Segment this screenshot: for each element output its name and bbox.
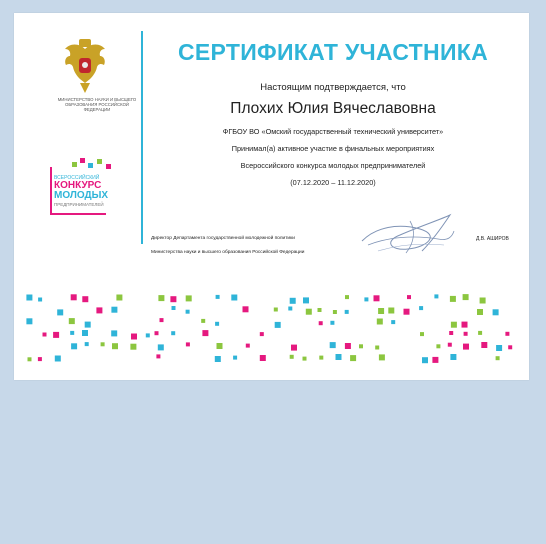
contest-name: Всероссийского конкурса молодых предпринимателей	[240, 161, 426, 170]
confetti-square	[101, 342, 105, 346]
organization-name: ФГБОУ ВО «Омский государственный технический университет»	[222, 127, 444, 136]
confetti-square	[260, 355, 266, 361]
confetti-square	[508, 345, 512, 349]
confetti-pattern	[14, 288, 529, 368]
confetti-square	[407, 295, 411, 299]
logo-line-1: ВСЕРОССИЙСКИЙ	[54, 175, 100, 181]
confetti-square	[450, 296, 456, 302]
confetti-square	[71, 343, 77, 349]
confetti-square	[303, 357, 307, 361]
confetti-square	[436, 344, 440, 348]
confetti-square	[146, 333, 150, 337]
logo-square	[97, 159, 102, 164]
confetti-square	[201, 319, 205, 323]
confetti-square	[96, 307, 102, 313]
confetti-square	[375, 346, 379, 350]
confetti-square	[158, 344, 164, 350]
signer-name: Д.В. АШИРОВ	[476, 236, 509, 242]
confetti-square	[82, 296, 88, 302]
signer-position-line-1: Директор Департамента государственной молодежной политики	[151, 236, 295, 241]
confetti-square	[319, 356, 323, 360]
logo-line-4: ПРЕДПРИНИМАТЕЛЕЙ	[54, 202, 104, 207]
confetti-square	[160, 318, 164, 322]
confetti-square	[449, 331, 453, 335]
logo-line-2: КОНКУРС	[54, 180, 102, 191]
confetti-square	[345, 295, 349, 299]
confetti-square	[364, 297, 368, 301]
logo-square	[72, 162, 77, 167]
confetti-square	[202, 330, 208, 336]
confetti-square	[464, 332, 468, 336]
confetti-square	[496, 345, 502, 351]
confetti-square	[306, 309, 312, 315]
confetti-square	[291, 345, 297, 351]
signer-position-line-2: Министерства науки и высшего образования Российской Федерации	[151, 250, 305, 255]
confetti-square	[243, 306, 249, 312]
confetti-square	[171, 331, 175, 335]
confetti-square	[391, 320, 395, 324]
confetti-square	[318, 308, 322, 312]
certificate-page	[14, 13, 529, 380]
confetti-square	[216, 295, 220, 299]
confetti-square	[158, 295, 164, 301]
confetti-square	[404, 309, 410, 315]
confetti-square	[85, 342, 89, 346]
confetti-square	[43, 333, 47, 337]
confetti-square	[82, 330, 88, 336]
confetti-square	[463, 294, 469, 300]
recipient-name: Плохих Юлия Вячеславовна	[230, 100, 436, 117]
confetti-square	[480, 298, 486, 304]
confetti-square	[111, 307, 117, 313]
confetti-square	[345, 310, 349, 314]
confetti-square	[288, 307, 292, 311]
confetti-square	[26, 318, 32, 324]
confetti-square	[172, 306, 176, 310]
confetti-square	[377, 319, 383, 325]
confetti-square	[333, 310, 337, 314]
confetti-square	[215, 356, 221, 362]
confetti-square	[275, 322, 281, 328]
confetti-square	[55, 356, 61, 362]
eagle-emblem-icon	[62, 39, 108, 95]
logo-line-3: МОЛОДЫХ	[54, 190, 109, 201]
vertical-divider	[141, 31, 143, 244]
confetti-square	[38, 357, 42, 361]
confetti-square	[463, 344, 469, 350]
confetti-square	[170, 296, 176, 302]
confetti-square	[450, 354, 456, 360]
confetti-square	[233, 356, 237, 360]
confetti-square	[155, 331, 159, 335]
signature-icon	[358, 211, 458, 259]
confetti-square	[330, 342, 336, 348]
confetti-square	[85, 322, 91, 328]
confetti-square	[69, 318, 75, 324]
confetti-square	[422, 357, 428, 363]
confetti-square	[336, 354, 342, 360]
confetti-square	[130, 344, 136, 350]
contest-logo	[50, 158, 116, 214]
confetti-square	[378, 308, 384, 314]
confetti-square	[53, 332, 59, 338]
confirm-text: Настоящим подтверждается, что	[260, 82, 406, 93]
logo-square	[80, 158, 85, 163]
confetti-square	[319, 321, 323, 325]
confetti-square	[419, 306, 423, 310]
confetti-square	[303, 297, 309, 303]
confetti-square	[448, 343, 452, 347]
confetti-square	[131, 334, 137, 340]
confetti-square	[71, 294, 77, 300]
confetti-square	[359, 344, 363, 348]
confetti-square	[379, 354, 385, 360]
activity-text: Принимал(а) активное участие в финальных мероприятиях	[231, 144, 435, 153]
confetti-square	[420, 332, 424, 336]
confetti-square	[481, 342, 487, 348]
confetti-square	[290, 355, 294, 359]
confetti-square	[217, 343, 223, 349]
confetti-square	[70, 331, 74, 335]
confetti-square	[186, 342, 190, 346]
confetti-square	[434, 294, 438, 298]
certificate-title: СЕРТИФИКАТ УЧАСТНИКА	[177, 39, 489, 65]
confetti-square	[260, 332, 264, 336]
confetti-square	[111, 330, 117, 336]
confetti-square	[186, 310, 190, 314]
confetti-square	[116, 295, 122, 301]
logo-square	[106, 164, 111, 169]
confetti-square	[478, 331, 482, 335]
confetti-square	[156, 354, 160, 358]
confetti-square	[350, 355, 356, 361]
confetti-square	[57, 309, 63, 315]
confetti-square	[112, 343, 118, 349]
confetti-square	[330, 321, 334, 325]
confetti-square	[186, 295, 192, 301]
confetti-square	[345, 343, 351, 349]
confetti-square	[493, 309, 499, 315]
confetti-square	[274, 308, 278, 312]
confetti-square	[451, 322, 457, 328]
event-dates: (07.12.2020 – 11.12.2020)	[290, 178, 376, 187]
confetti-square	[28, 357, 32, 361]
confetti-square	[388, 308, 394, 314]
confetti-square	[462, 322, 468, 328]
confetti-square	[505, 332, 509, 336]
confetti-square	[432, 357, 438, 363]
confetti-square	[231, 295, 237, 301]
ministry-name: МИНИСТЕРСТВО НАУКИ И ВЫСШЕГО ОБРАЗОВАНИЯ РОССИЙСКОЙ ФЕДЕРАЦИИ	[57, 97, 137, 113]
confetti-square	[215, 322, 219, 326]
confetti-square	[26, 295, 32, 301]
confetti-square	[477, 309, 483, 315]
confetti-square	[38, 298, 42, 302]
confetti-square	[496, 356, 500, 360]
confetti-square	[246, 344, 250, 348]
confetti-square	[290, 298, 296, 304]
confetti-square	[374, 295, 380, 301]
logo-square	[88, 163, 93, 168]
